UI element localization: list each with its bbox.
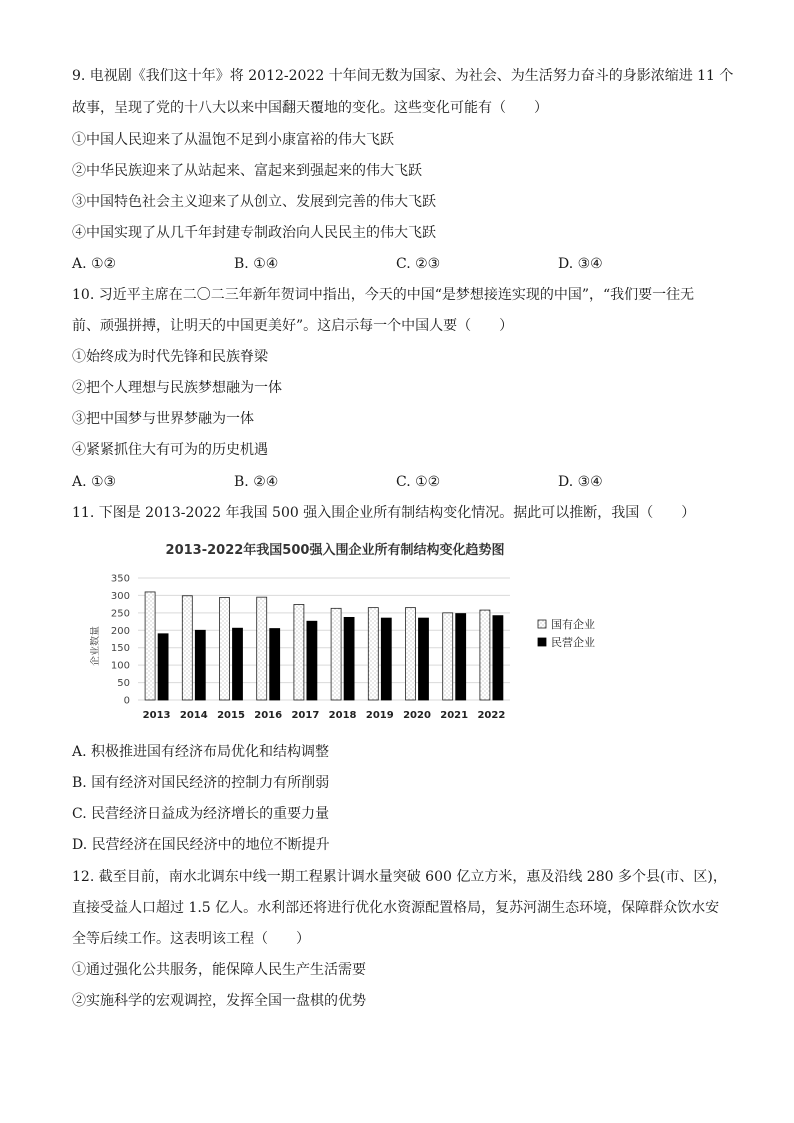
bar-state-owned [220, 598, 230, 700]
bar-state-owned [443, 613, 453, 700]
bar-private [493, 616, 503, 700]
q9-stem-line1: 9. 电视剧《我们这十年》将 2012-2022 十年间无数为国家、为社会、为生活努力奋斗的身影浓缩进 11 个 [72, 68, 734, 84]
q12-stem-line3: 全等后续工作。这表明该工程（ ） [72, 931, 310, 947]
x-tick-label: 2021 [440, 710, 469, 721]
y-tick-label: 250 [110, 608, 130, 620]
ownership-chart [90, 536, 650, 726]
bar-state-owned [480, 610, 490, 700]
x-tick-label: 2019 [365, 710, 394, 721]
bar-private [270, 629, 280, 700]
q9-option-b[interactable]: B. ①④ [234, 256, 279, 272]
bar-private [456, 614, 466, 700]
bar-state-owned [257, 597, 267, 700]
q10-item-4: ④紧紧抓住大有可为的历史机遇 [72, 442, 268, 458]
q9-item-4: ④中国实现了从几千年封建专制政治向人民民主的伟大飞跃 [72, 225, 436, 241]
chart-x-ticks [143, 710, 506, 721]
x-tick-label: 2022 [477, 710, 506, 721]
y-tick-label: 300 [110, 590, 130, 602]
y-tick-label: 150 [110, 643, 130, 655]
q9-options [72, 254, 732, 274]
y-tick-label: 0 [123, 695, 130, 707]
q9-stem-line2: 故事，呈现了党的十八大以来中国翻天覆地的变化。这些变化可能有（ ） [72, 100, 548, 116]
q10-item-1: ①始终成为时代先锋和民族脊梁 [72, 349, 268, 365]
bar-state-owned [294, 604, 304, 700]
q11-option-a[interactable]: A. 积极推进国有经济布局优化和结构调整 [72, 744, 330, 760]
legend-label: 民营企业 [551, 636, 595, 649]
chart-y-ticks [111, 574, 130, 707]
chart-y-axis-label: 企业数量 [90, 626, 101, 666]
x-tick-label: 2018 [328, 710, 357, 721]
q12-stem-line2: 直接受益人口超过 1.5 亿人。水利部还将进行优化水资源配置格局，复苏河湖生态环境，保障群众饮水安 [72, 900, 720, 916]
bar-state-owned [368, 608, 378, 700]
bar-state-owned [406, 608, 416, 700]
chart-bars [145, 592, 503, 700]
bar-private [233, 628, 243, 700]
q10-option-d[interactable]: D. ③④ [558, 474, 603, 490]
chart-grid [138, 578, 510, 700]
y-tick-label: 50 [117, 678, 130, 690]
q9-option-a[interactable]: A. ①② [72, 256, 117, 272]
q12-stem-line1: 12. 截至目前，南水北调东中线一期工程累计调水量突破 600 亿立方米，惠及沿线 280 多个县(市、区)， [72, 869, 727, 885]
q11-option-d[interactable]: D. 民营经济在国民经济中的地位不断提升 [72, 837, 330, 853]
x-tick-label: 2016 [254, 710, 283, 721]
x-tick-label: 2014 [179, 710, 208, 721]
legend-label: 国有企业 [551, 618, 595, 631]
q9-item-3: ③中国特色社会主义迎来了从创立、发展到完善的伟大飞跃 [72, 194, 436, 210]
bar-private [344, 617, 354, 700]
bar-private [158, 634, 168, 700]
q10-stem-line1: 10. 习近平主席在二〇二三年新年贺词中指出，今天的中国“是梦想接连实现的中国”，“我们要一往无 [72, 287, 695, 303]
chart-legend [538, 617, 595, 649]
q10-item-3: ③把中国梦与世界梦融为一体 [72, 411, 254, 427]
bar-private [419, 618, 429, 700]
bar-state-owned [331, 608, 341, 700]
legend-swatch [538, 620, 546, 628]
x-tick-label: 2013 [142, 710, 171, 721]
q10-option-a[interactable]: A. ①③ [72, 474, 117, 490]
x-tick-label: 2017 [291, 710, 320, 721]
y-tick-label: 350 [110, 573, 130, 585]
q10-options [72, 472, 732, 492]
bar-private [307, 621, 317, 700]
legend-swatch [538, 638, 546, 646]
q11-option-c[interactable]: C. 民营经济日益成为经济增长的重要力量 [72, 806, 330, 822]
q10-option-c[interactable]: C. ①② [396, 474, 441, 490]
q9-item-1: ①中国人民迎来了从温饱不足到小康富裕的伟大飞跃 [72, 132, 394, 148]
bar-state-owned [145, 592, 155, 700]
ownership-chart-svg [90, 536, 650, 726]
q12-item-1: ①通过强化公共服务，能保障人民生产生活需要 [72, 962, 366, 978]
bar-private [381, 618, 391, 700]
y-tick-label: 200 [110, 625, 130, 637]
q11-stem: 11. 下图是 2013-2022 年我国 500 强入围企业所有制结构变化情况。据此可以推断，我国（ ） [72, 505, 696, 521]
q9-item-2: ②中华民族迎来了从站起来、富起来到强起来的伟大飞跃 [72, 163, 422, 179]
q10-option-b[interactable]: B. ②④ [234, 474, 279, 490]
q9-option-d[interactable]: D. ③④ [558, 256, 603, 272]
q12-item-2: ②实施科学的宏观调控，发挥全国一盘棋的优势 [72, 993, 366, 1009]
x-tick-label: 2015 [217, 710, 245, 721]
q9-option-c[interactable]: C. ②③ [396, 256, 441, 272]
x-tick-label: 2020 [403, 710, 431, 721]
bar-private [195, 630, 205, 700]
q11-option-b[interactable]: B. 国有经济对国民经济的控制力有所削弱 [72, 775, 330, 791]
bar-state-owned [182, 596, 192, 700]
q10-item-2: ②把个人理想与民族梦想融为一体 [72, 380, 282, 396]
y-tick-label: 100 [110, 660, 130, 672]
q10-stem-line2: 前、顽强拼搏，让明天的中国更美好”。这启示每一个中国人要（ ） [72, 318, 514, 334]
chart-title: 2013-2022年我国500强入围企业所有制结构变化趋势图 [165, 543, 505, 558]
